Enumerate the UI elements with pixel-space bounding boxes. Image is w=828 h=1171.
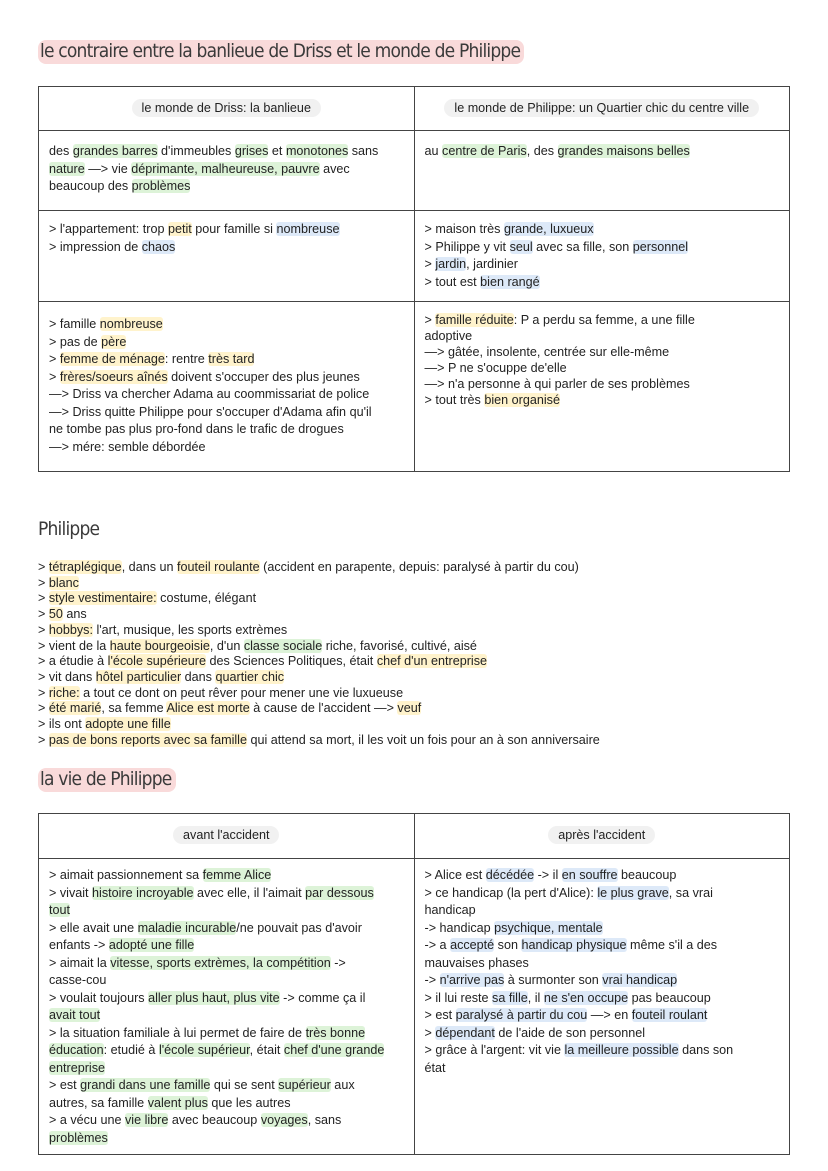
header-before-accident <box>39 814 415 859</box>
text-line: > frères/soeurs aînés doivent s'occuper des plus jeunes <box>49 369 360 384</box>
text-line: —> Driss va chercher Adama au coommissariat de police <box>49 387 370 401</box>
text-line: > femme de ménage: rentre très tard <box>49 352 255 366</box>
highlighted-phrase: femme Alice <box>202 868 272 882</box>
highlighted-phrase: nombreuse <box>99 317 163 331</box>
text-line: > il lui reste sa fille, il ne s'en occupe pas beaucoup <box>424 990 711 1005</box>
cell-row1-right <box>414 131 790 211</box>
text-line: > riche: a tout ce dont on peut rêver pour mener une vie luxueuse <box>38 685 404 700</box>
highlighted-phrase: très bonne <box>305 1025 366 1040</box>
highlighted-phrase: psychique, mentale <box>494 920 603 935</box>
highlighted-phrase: tout <box>49 903 71 917</box>
highlighted-phrase: classe sociale <box>243 638 323 653</box>
text-line: > blanc <box>38 575 79 590</box>
text-line: > impression de chaos <box>49 239 176 254</box>
highlighted-phrase: grandi dans une famille <box>80 1078 211 1092</box>
title-highlight: le contraire entre la banlieue de Driss et le monde de Philippe <box>38 40 524 64</box>
highlighted-phrase: histoire incroyable <box>92 885 194 900</box>
highlighted-phrase: sa fille <box>492 990 528 1005</box>
text-line: état <box>424 1060 446 1075</box>
highlighted-phrase: avait tout <box>49 1008 101 1022</box>
highlighted-phrase: voyages <box>260 1113 308 1127</box>
text-line: > la situation familiale à lui permet de faire de très bonne <box>49 1025 366 1040</box>
text-line: > est paralysé à partir du cou —> en fouteil roulant <box>424 1008 708 1022</box>
text-line: —> mére: semble débordée <box>49 439 206 454</box>
text-line: > 50 ans <box>38 607 87 622</box>
text-line: > pas de bons reports avec sa famille qui attend sa mort, il les voit un fois pour an à son anniversaire <box>38 732 600 747</box>
text-line: > tétraplégique, dans un fouteil roulante (accident en parapente, depuis: paralysé à partir du cou) <box>38 560 579 574</box>
highlighted-phrase: problèmes <box>49 1130 108 1145</box>
text-line: des grandes barres d'immeubles grises et monotones sans <box>49 144 379 158</box>
header-label: le monde de Philippe: un Quartier chic du centre ville <box>444 99 759 117</box>
cell-row3-left <box>39 302 415 472</box>
highlighted-phrase: style vestimentaire: <box>48 591 157 606</box>
highlighted-phrase: supérieur <box>278 1078 331 1092</box>
text-line: > hobbys: l'art, musique, les sports extrèmes <box>38 622 288 637</box>
text-line: autres, sa famille valent plus que les autres <box>49 1095 291 1110</box>
highlighted-phrase: grises <box>234 144 269 158</box>
text-line: ne tombe pas plus pro-fond dans le trafic de drogues <box>49 422 344 436</box>
highlighted-phrase: 50 <box>48 607 63 622</box>
text-line: > famille réduite: P a perdu sa femme, a une fille <box>424 313 695 327</box>
text-line <box>49 1130 404 1148</box>
text-line: —> n'a personne à qui parler de ses problèmes <box>424 377 690 391</box>
text-line: > été marié, sa femme Alice est morte à cause de l'accident —> veuf <box>38 701 422 716</box>
text-line: > l'appartement: trop petit pour famille si nombreuse <box>49 222 340 236</box>
highlighted-phrase: hôtel particulier <box>95 669 182 684</box>
highlighted-phrase: accepté <box>450 938 495 952</box>
text-line: > vivait histoire incroyable avec elle, il l'aimait par dessous <box>49 885 374 900</box>
text-line: > elle avait une maladie incurable/ne pouvait pas d'avoir <box>49 920 362 935</box>
text-line <box>49 1060 404 1078</box>
text-line: —> gâtée, insolente, centrée sur elle-même <box>424 345 670 359</box>
text-line: > dépendant de l'aide de son personnel <box>424 1025 646 1040</box>
philippe-traits-list <box>38 560 798 748</box>
highlighted-phrase: grandes maisons belles <box>557 144 690 158</box>
highlighted-phrase: veuf <box>397 701 422 716</box>
highlighted-phrase: adopté une fille <box>108 938 195 952</box>
text-line: -> handicap psychique, mentale <box>424 920 603 935</box>
text-line: > Philippe y vit seul avec sa fille, son personnel <box>424 239 689 254</box>
highlighted-phrase: été marié <box>48 701 102 716</box>
highlighted-phrase: maladie incurable <box>137 920 237 935</box>
cell-row2-left <box>39 211 415 302</box>
highlighted-phrase: déprimante, malheureuse, pauvre <box>131 161 320 176</box>
text-line: —> Driss quitte Philippe pour s'occuper d'Adama afin qu'il <box>49 404 372 419</box>
highlighted-phrase: grandes barres <box>72 144 158 158</box>
highlighted-phrase: très tard <box>208 352 255 366</box>
cell-before-accident <box>39 859 415 1155</box>
highlighted-phrase: personnel <box>632 239 689 254</box>
section-title-contrast <box>38 40 524 62</box>
text-line: > a étudie à l'école supérieure des Sciences Politiques, était chef d'un entreprise <box>38 654 488 669</box>
header-label: avant l'accident <box>173 826 279 844</box>
text-line: -> a accepté son handicap physique même s'il a des <box>424 938 718 952</box>
highlighted-phrase: fouteil roulant <box>631 1008 708 1022</box>
highlighted-phrase: vie libre <box>124 1113 169 1127</box>
section-title-philippe: Philippe <box>38 518 100 540</box>
comparison-table-driss-philippe <box>38 86 790 472</box>
highlighted-phrase: quartier chic <box>215 669 285 684</box>
highlighted-phrase: famille réduite <box>435 313 514 327</box>
highlighted-phrase: hobbys: <box>48 622 93 637</box>
highlighted-phrase: centre de Paris <box>442 144 527 158</box>
text-line: > Alice est décédée -> il en souffre beaucoup <box>424 868 677 882</box>
text-line: > aimait la vitesse, sports extrèmes, la compétition -> <box>49 955 346 970</box>
highlighted-phrase: l'école supérieur <box>158 1043 250 1057</box>
cell-row1-left <box>39 131 415 211</box>
highlighted-phrase: chaos <box>141 239 176 254</box>
header-label: après l'accident <box>548 826 655 844</box>
text-line: > est grandi dans une famille qui se sent supérieur aux <box>49 1078 355 1092</box>
text-line: > famille nombreuse <box>49 317 163 331</box>
highlighted-phrase: femme de ménage <box>59 352 165 366</box>
highlighted-phrase: Alice est morte <box>166 701 250 716</box>
header-philippe-world <box>414 87 790 131</box>
text-line: mauvaises phases <box>424 955 529 970</box>
text-line: > jardin, jardinier <box>424 257 518 271</box>
highlighted-phrase: décédée <box>485 868 535 882</box>
highlighted-phrase: vitesse, sports extrèmes, la compétition <box>110 955 331 970</box>
text-line: > maison très grande, luxueux <box>424 222 594 236</box>
highlighted-phrase: nombreuse <box>276 222 340 236</box>
text-line: -> n'arrive pas à surmonter son vrai handicap <box>424 973 678 987</box>
highlighted-phrase: par dessous <box>305 885 374 900</box>
cell-row3-right <box>414 302 790 472</box>
highlighted-phrase: fouteil roulante <box>177 560 260 574</box>
highlighted-phrase: chef d'un entreprise <box>376 654 488 669</box>
header-driss-world <box>39 87 415 131</box>
highlighted-phrase: handicap physique <box>521 938 627 952</box>
text-line: éducation: etudié à l'école supérieur, était chef d'une grande <box>49 1043 385 1057</box>
text-line: > aimait passionnement sa femme Alice <box>49 868 272 882</box>
highlighted-phrase: riche: <box>48 685 80 700</box>
text-line: > vit dans hôtel particulier dans quartier chic <box>38 669 285 684</box>
text-line: > tout très bien organisé <box>424 393 560 407</box>
text-line: handicap <box>424 903 476 917</box>
text-line: > vient de la haute bourgeoisie, d'un classe sociale riche, favorisé, cultivé, aisé <box>38 638 477 653</box>
header-after-accident <box>414 814 790 859</box>
highlighted-phrase: frères/soeurs aînés <box>59 369 168 384</box>
highlighted-phrase: bien rangé <box>480 274 540 289</box>
text-line: > grâce à l'argent: vit vie la meilleure possible dans son <box>424 1043 734 1057</box>
text-line: adoptive <box>424 329 473 343</box>
highlighted-phrase: adopte une fille <box>85 717 171 732</box>
header-label: le monde de Driss: la banlieue <box>132 99 321 117</box>
highlighted-phrase: tétraplégique <box>48 560 122 574</box>
highlighted-phrase: le plus grave <box>597 885 669 900</box>
highlighted-phrase: nature <box>49 161 85 176</box>
highlighted-phrase: ne s'en occupe <box>543 990 629 1005</box>
highlighted-phrase: dépendant <box>435 1025 495 1040</box>
highlighted-phrase: grande, luxueux <box>503 222 594 236</box>
text-line: beaucoup des problèmes <box>49 179 191 193</box>
highlighted-phrase: petit <box>167 222 192 236</box>
text-line <box>49 1007 404 1025</box>
cell-after-accident <box>414 859 790 1155</box>
highlighted-phrase: valent plus <box>147 1095 208 1110</box>
text-line: —> P ne s'ocuppe de'elle <box>424 361 567 375</box>
highlighted-phrase: problèmes <box>131 179 191 193</box>
highlighted-phrase: la meilleure possible <box>564 1043 679 1057</box>
text-line: > ils ont adopte une fille <box>38 717 171 732</box>
highlighted-phrase: chef d'une grande <box>283 1043 385 1057</box>
text-line: > style vestimentaire: costume, élégant <box>38 591 257 606</box>
text-line: > ce handicap (la pert d'Alice): le plus grave, sa vrai <box>424 885 713 900</box>
highlighted-phrase: paralysé à partir du cou <box>455 1008 588 1022</box>
text-line: > a vécu une vie libre avec beaucoup voyages, sans <box>49 1113 342 1127</box>
title-highlight: la vie de Philippe <box>38 768 176 792</box>
highlighted-phrase: entreprise <box>49 1060 106 1075</box>
text-line: > tout est bien rangé <box>424 274 540 289</box>
highlighted-phrase: pas de bons reports avec sa famille <box>48 732 247 747</box>
highlighted-phrase: haute bourgeoisie <box>109 638 210 653</box>
highlighted-phrase: vrai handicap <box>602 973 678 987</box>
section-title-life <box>38 768 176 790</box>
text-line: > voulait toujours aller plus haut, plus vite -> comme ça il <box>49 990 366 1005</box>
highlighted-phrase: jardin <box>435 257 467 271</box>
highlighted-phrase: aller plus haut, plus vite <box>148 990 280 1005</box>
highlighted-phrase: n'arrive pas <box>439 973 505 987</box>
text-line: > pas de père <box>49 334 127 349</box>
text-line: casse-cou <box>49 973 107 987</box>
highlighted-phrase: l'école supérieure <box>107 654 206 669</box>
highlighted-phrase: éducation <box>49 1043 104 1057</box>
highlighted-phrase: blanc <box>48 575 79 590</box>
highlighted-phrase: monotones <box>285 144 349 158</box>
highlighted-phrase: seul <box>509 239 533 254</box>
text-line: au centre de Paris, des grandes maisons belles <box>424 144 690 158</box>
text-line: nature —> vie déprimante, malheureuse, pauvre avec <box>49 161 350 176</box>
comparison-table-accident <box>38 813 790 1155</box>
highlighted-phrase: père <box>101 334 127 349</box>
highlighted-phrase: bien organisé <box>484 393 560 407</box>
text-line <box>49 902 404 920</box>
highlighted-phrase: en souffre <box>561 868 618 882</box>
cell-row2-right <box>414 211 790 302</box>
text-line: enfants -> adopté une fille <box>49 938 195 952</box>
